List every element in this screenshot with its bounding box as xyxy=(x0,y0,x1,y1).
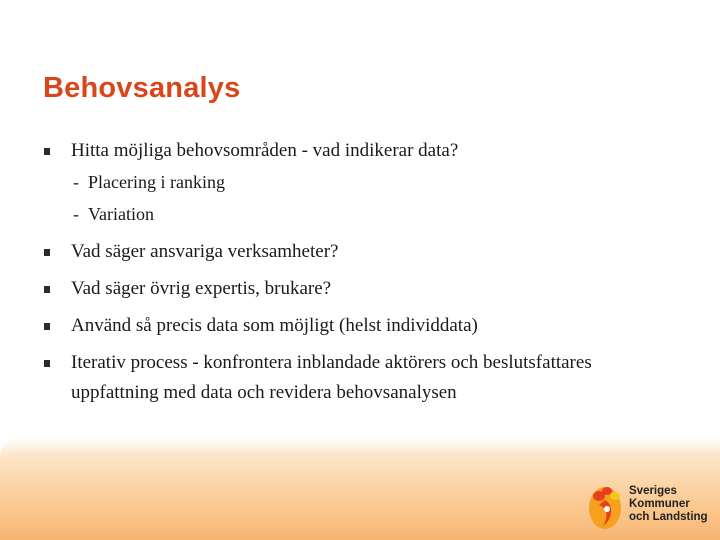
square-bullet-icon xyxy=(44,286,50,293)
square-bullet-icon xyxy=(44,360,50,367)
bullet-item xyxy=(43,311,663,341)
square-bullet-icon xyxy=(44,148,50,155)
bullet-text: Hitta möjliga behovsområden - vad indikerar data? xyxy=(71,140,459,161)
logo-wordmark xyxy=(629,485,708,524)
slide-title: Behovsanalys xyxy=(43,72,241,104)
skl-logo xyxy=(585,478,715,533)
square-bullet-icon xyxy=(44,323,50,330)
bullet-item xyxy=(43,348,663,408)
logo-line: och Landsting xyxy=(629,511,708,523)
dash-bullet: - xyxy=(73,204,79,224)
bullet-list xyxy=(43,136,663,408)
dash-bullet: - xyxy=(73,172,79,192)
sub-bullet-text: Placering i ranking xyxy=(88,172,225,192)
square-bullet-icon xyxy=(44,249,50,256)
bullet-text: Vad säger övrig expertis, brukare? xyxy=(71,278,332,299)
bullet-text: Använd så precis data som möjligt (helst individdata) xyxy=(71,315,478,336)
sub-bullet-text: Variation xyxy=(88,204,154,224)
bullet-item xyxy=(43,237,663,267)
logo-line: Sveriges xyxy=(629,485,677,497)
bullet-text: Iterativ process - konfrontera inblandade aktörers och beslutsfattares uppfattning med data och revidera behovsanalysen xyxy=(71,352,592,403)
sub-bullet-item xyxy=(43,166,663,198)
bullet-item xyxy=(43,136,663,166)
skl-figure-logo-icon xyxy=(585,478,629,533)
bullet-text: Vad säger ansvariga verksamheter? xyxy=(71,241,339,262)
sub-bullet-item xyxy=(43,198,663,230)
bullet-item xyxy=(43,274,663,304)
logo-line: Kommuner xyxy=(629,498,690,510)
